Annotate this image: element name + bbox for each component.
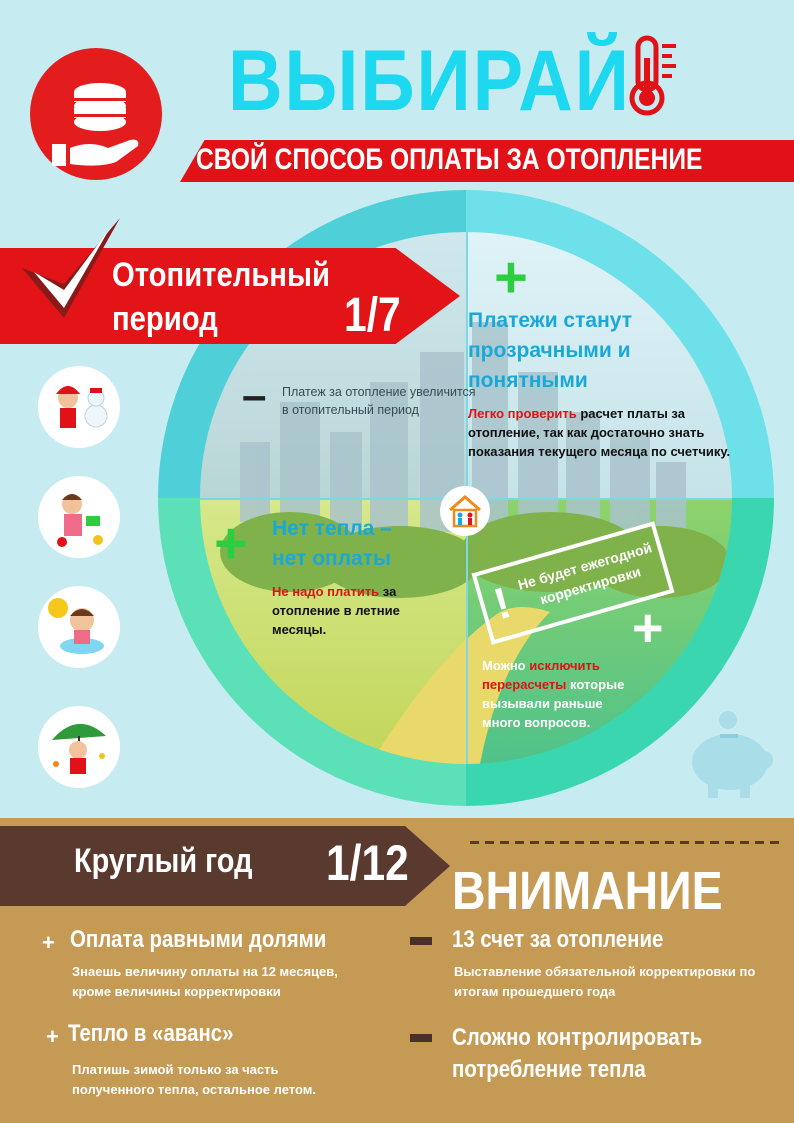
top-right-body: расчет платы за отопление, так как достаточно знать показания текущего месяца по счетчику.: [468, 406, 731, 459]
attention-title: ВНИМАНИЕ: [452, 861, 723, 921]
bottom-left-text: [272, 582, 432, 639]
summer-child-icon: [38, 586, 120, 668]
checkmark-icon: [14, 214, 124, 324]
winter-child-icon: [38, 366, 120, 448]
year-item-text: Платишь зимой только за часть полученного тепла, остальное летом.: [72, 1062, 316, 1097]
bottom-right-body: которые вызывали раньше много вопросов.: [482, 677, 625, 730]
year-item-title: Тепло в «аванс»: [68, 1020, 234, 1047]
year-item-text: Знаешь величину оплаты на 12 месяцев, кроме величины корректировки: [72, 964, 338, 999]
plus-sign: +: [494, 245, 528, 310]
spring-child-icon: [38, 476, 120, 558]
bottom-left-title: Нет тепла – нет оплаты: [272, 517, 392, 570]
attention-item-minus: [410, 937, 432, 945]
top-left-text: Платеж за отопление увеличится в отопительный период: [282, 385, 476, 417]
minus-sign: –: [242, 371, 267, 420]
bottom-right-pre: Можно: [482, 658, 530, 673]
top-right-highlight: Легко проверить: [468, 406, 577, 421]
heating-period-fraction: 1/7: [344, 289, 401, 342]
house-family-icon: [440, 486, 490, 536]
page-subtitle: СВОЙ СПОСОБ ОПЛАТЫ ЗА ОТОПЛЕНИЕ: [196, 143, 703, 176]
page-title: ВЫБИРАЙ: [228, 33, 631, 129]
bottom-left-body: за отопление в летние месяцы.: [272, 584, 400, 637]
year-round-label: Круглый год: [74, 842, 253, 880]
plus-sign-bl: +: [214, 511, 248, 576]
year-item-title: Оплата равными долями: [70, 926, 327, 953]
bottom-right-text: [482, 656, 632, 732]
bottom-right-highlight: исключить перерасчеты: [482, 658, 600, 692]
attention-item-title: Сложно контролировать потребление тепла: [452, 1024, 703, 1083]
coins-hand-icon: [30, 48, 162, 180]
attention-item-title: 13 счет за отопление: [452, 926, 664, 953]
attention-item-minus: [410, 1034, 432, 1042]
plus-sign-br: +: [632, 598, 664, 658]
heating-period-line1: Отопительный: [112, 256, 330, 294]
top-right-text: [468, 404, 740, 461]
bottom-left-highlight: Не надо платить: [272, 584, 380, 599]
year-round-fraction: 1/12: [326, 835, 409, 891]
dotted-divider: [470, 834, 790, 844]
piggy-bank-icon: [680, 704, 780, 804]
autumn-child-icon: [38, 706, 120, 788]
year-item-sign: +: [42, 930, 55, 955]
thermometer-icon: [624, 34, 684, 118]
year-item-sign: +: [46, 1024, 59, 1049]
exclamation-icon: !: [488, 578, 517, 630]
attention-item-text: Выставление обязательной корректировки по итогам прошедшего года: [454, 964, 756, 999]
stamp-text: Не будет ежегодной корректировки: [515, 539, 654, 608]
heating-period-line2: период: [112, 300, 218, 338]
top-right-title: Платежи станут прозрачными и понятными: [468, 309, 632, 392]
